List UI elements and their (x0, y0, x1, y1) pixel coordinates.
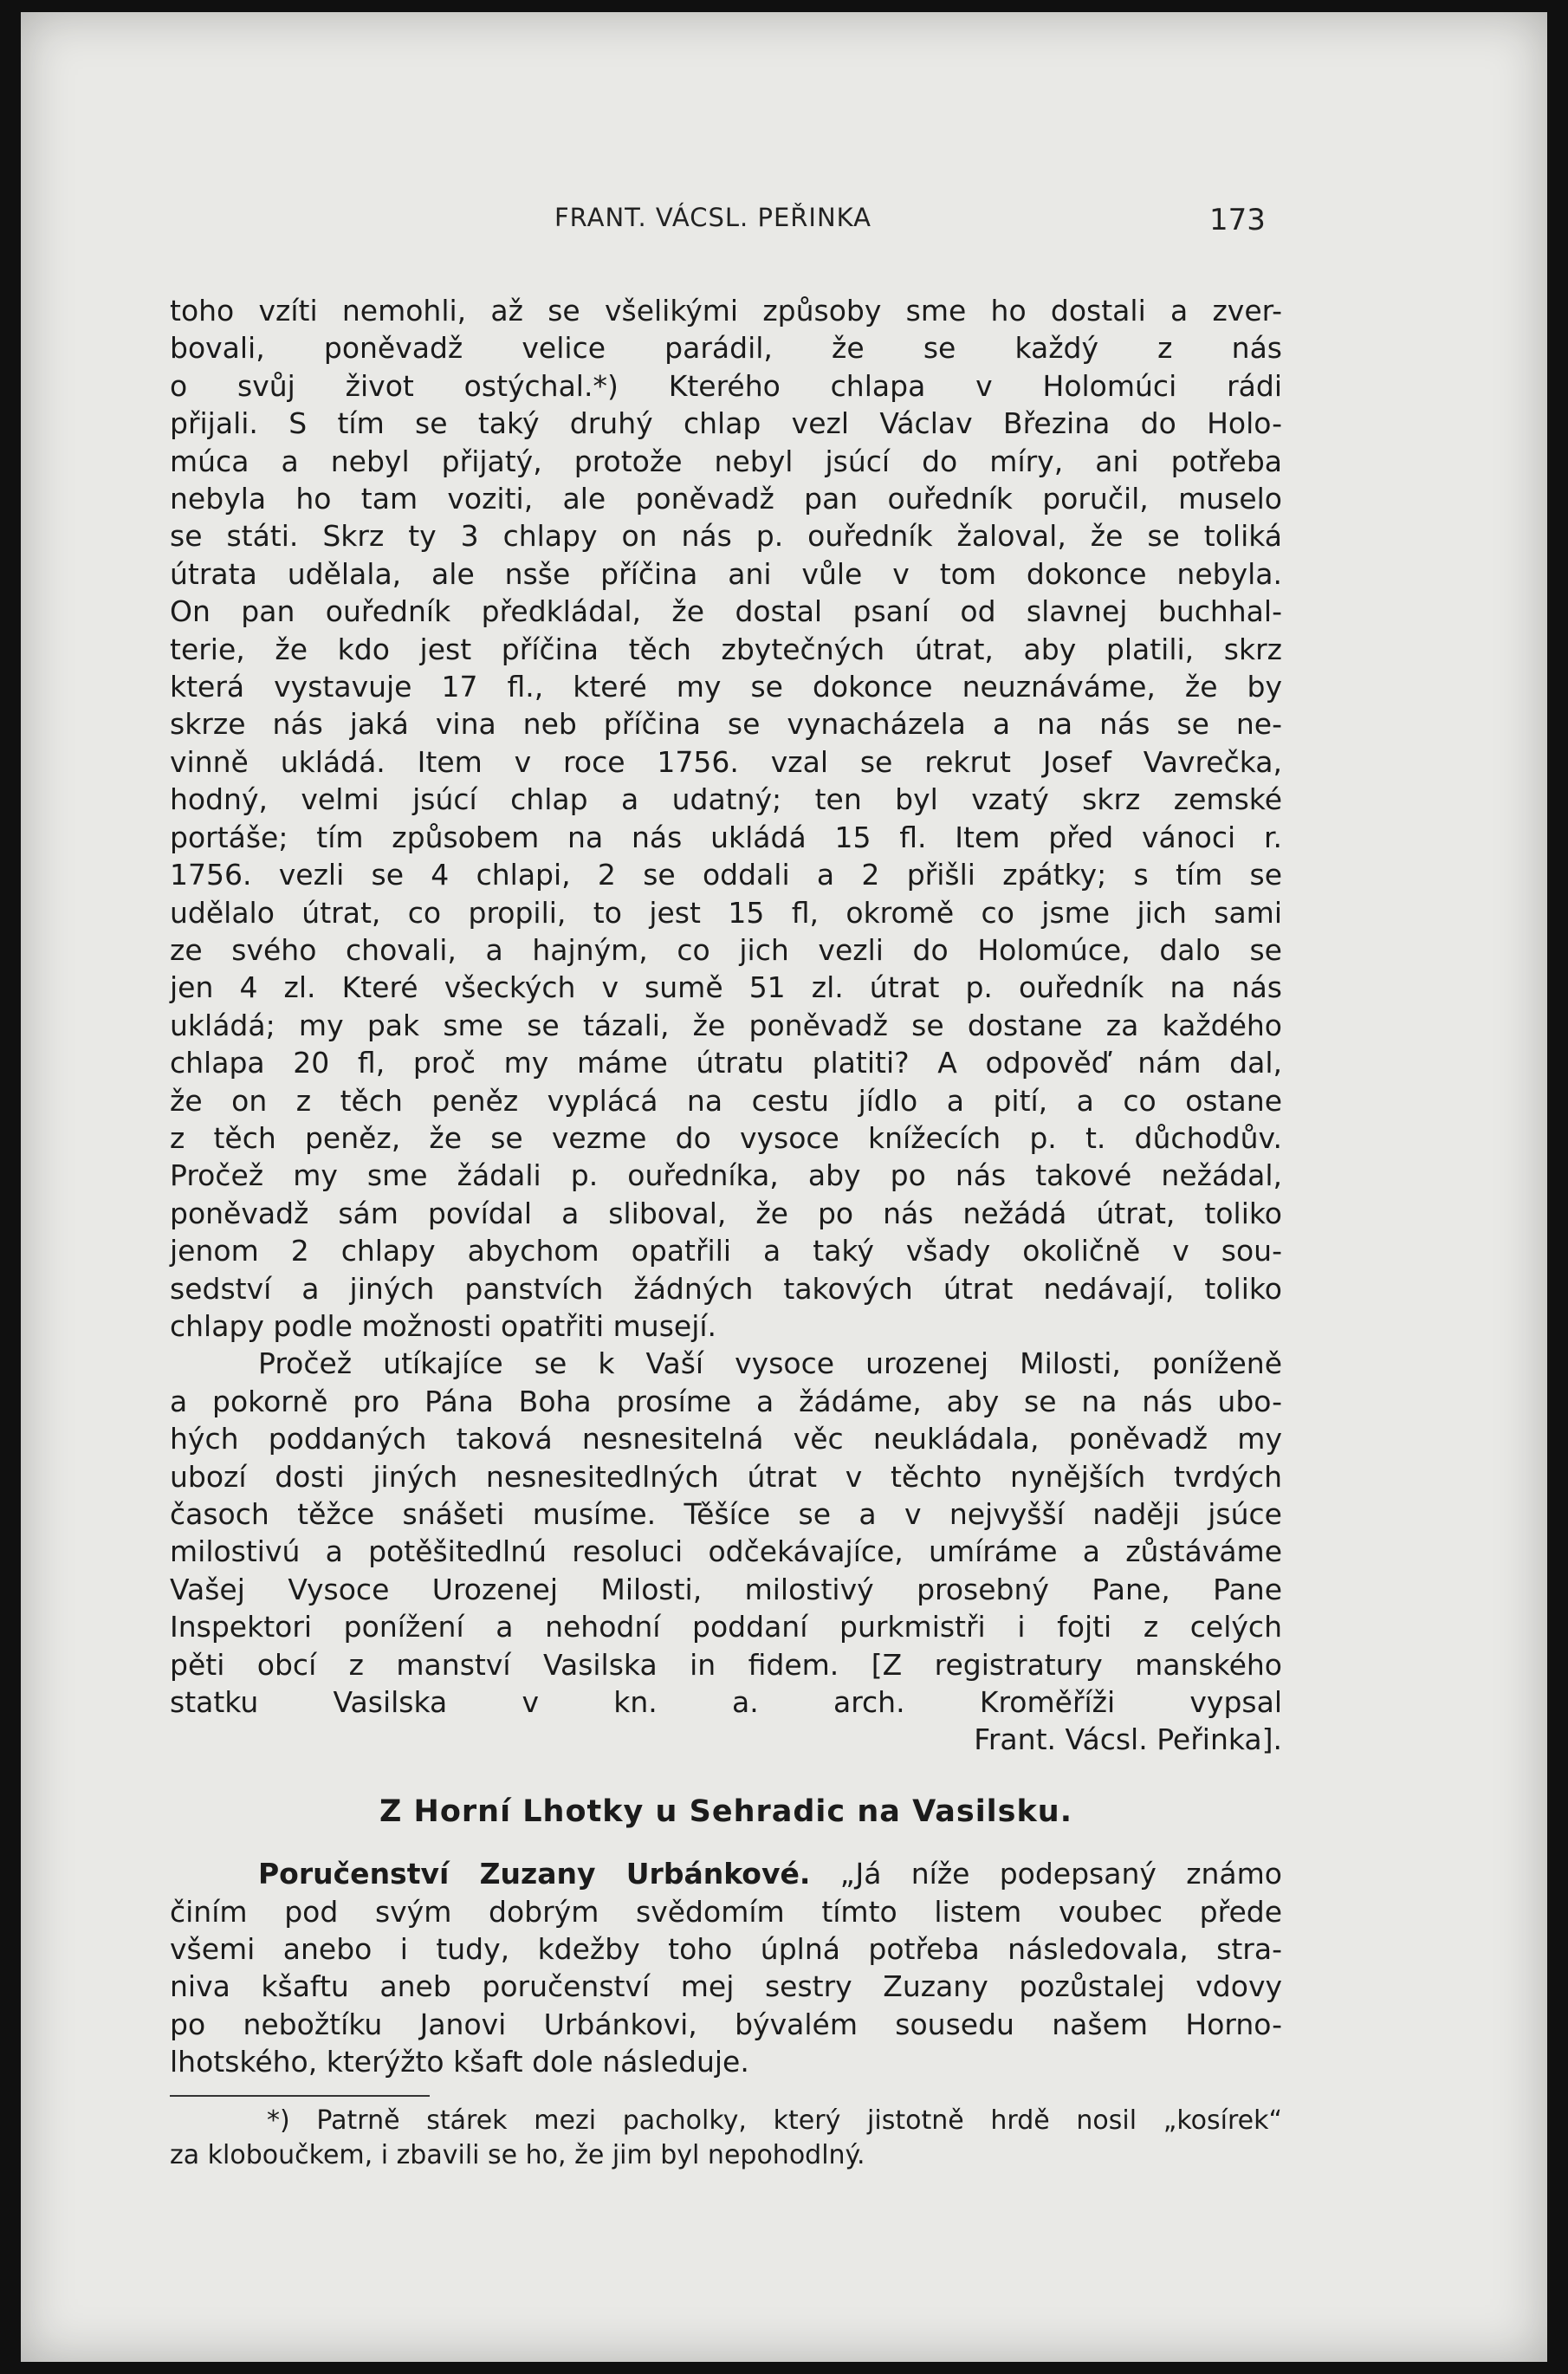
text-line: jen 4 zl. Které všeckých v sumě 51 zl. útrat p. ouředník na nás (170, 970, 1282, 1005)
page-number: 173 (1209, 203, 1266, 237)
text-line: Pročež my sme žádali p. ouředníka, aby po nás takové nežádal, (170, 1158, 1282, 1193)
section-lead: Poručenství Zuzany Urbánkové. (258, 1857, 811, 1891)
section-first-line (170, 1855, 1282, 1892)
text-line: bovali, poněvadž velice parádil, že se každý z nás (170, 331, 1282, 366)
text-line: chlapa 20 fl, proč my máme útratu platiti? A odpověď nám dal, (170, 1046, 1282, 1080)
signature-line: Frant. Vácsl. Peřinka]. (974, 1722, 1282, 1757)
body-text (170, 292, 1282, 2173)
text-line: skrze nás jaká vina neb příčina se vynacházela a na nás se ne- (170, 707, 1282, 742)
book-page (21, 12, 1547, 2362)
footnote-rule (170, 2095, 430, 2097)
text-line: portáše; tím způsobem na nás ukládá 15 fl. Item před vánoci r. (170, 820, 1282, 854)
text-line: hých poddaných taková nesnesitelná věc neukládala, poněvadž my (170, 1422, 1282, 1456)
text-line: Inspektori ponížení a nehodní poddaní purkmistři i fojti z celých (170, 1610, 1282, 1644)
text-line: přijali. S tím se taký druhý chlap vezl Václav Březina do Holo- (170, 406, 1282, 441)
text-line: o svůj život ostýchal.*) Kterého chlapa v Holomúci rádi (170, 368, 1282, 403)
text-line: útrata udělala, ale nsše příčina ani vůle v tom dokonce nebyla. (170, 556, 1282, 591)
text-line: ze svého chovali, a hajným, co jich vezli do Holomúce, dalo se (170, 932, 1282, 967)
text-line: pěti obcí z manství Vasilska in fidem. [Z registratury manského (170, 1647, 1282, 1682)
running-head (21, 203, 1547, 237)
text-line: ubozí dosti jiných nesnesitedlných útrat v těchto nynějších tvrdých (170, 1459, 1282, 1494)
text-line: terie, že kdo jest příčina těch zbytečných útrat, aby platili, skrz (170, 632, 1282, 666)
text-line: 1756. vezli se 4 chlapi, 2 se oddali a 2 přišli zpátky; s tím se (170, 858, 1282, 892)
text-line: udělalo útrat, co propili, to jest 15 fl, okromě co jsme jich sami (170, 895, 1282, 930)
text-line: hodný, velmi jsúcí chlap a udatný; ten byl vzatý skrz zemské (170, 782, 1282, 817)
text-line: múca a nebyl přijatý, protože nebyl jsúcí do míry, ani potřeba (170, 444, 1282, 478)
text-line: že on z těch peněz vyplácá na cestu jídlo a pití, a co ostane (170, 1083, 1282, 1118)
text-line: Vašej Vysoce Urozenej Milosti, milostivý prosebný Pane, Pane (170, 1572, 1282, 1606)
text-line: sedství a jiných panstvích žádných takových útrat nedávají, toliko (170, 1271, 1282, 1306)
footnote (170, 2104, 1282, 2173)
section-line: po nebožtíku Janovi Urbánkovi, bývalém sousedu našem Horno- (170, 2007, 1282, 2041)
footnote-line: za kloboučkem, i zbavili se ho, že jim byl nepohodlný. (170, 2139, 865, 2170)
text-line: On pan ouředník předkládal, že dostal psaní od slavnej buchhal- (170, 594, 1282, 629)
text-line: která vystavuje 17 fl., které my se dokonce neuznáváme, že by (170, 670, 1282, 704)
text-line: ukládá; my pak sme se tázali, že poněvadž se dostane za každého (170, 1008, 1282, 1042)
text-line: se státi. Skrz ty 3 chlapy on nás p. ouředník žaloval, že se toliká (170, 519, 1282, 554)
section-line: činím pod svým dobrým svědomím tímto listem voubec přede (170, 1894, 1282, 1929)
text-line: jenom 2 chlapy abychom opatřili a taký všady okoličně v sou- (170, 1234, 1282, 1268)
running-title: FRANT. VÁCSL. PEŘINKA (554, 203, 872, 232)
section-line: niva kšaftu aneb poručenství mej sestry Zuzany pozůstalej vdovy (170, 1969, 1282, 2004)
text-line: časoch těžce snášeti musíme. Těšíce se a v nejvyšší naději jsúce (170, 1497, 1282, 1531)
paragraph-start-line: Pročež utíkajíce se k Vaší vysoce urozenej Milosti, poníženě (258, 1346, 1282, 1381)
text-line: poněvadž sám povídal a sliboval, že po nás nežádá útrat, toliko (170, 1196, 1282, 1230)
text-line: statku Vasilska v kn. a. arch. Kroměříži vypsal (170, 1685, 1282, 1720)
text-line: toho vzíti nemohli, až se všelikými způsoby sme ho dostali a zver- (170, 294, 1282, 328)
text-line: vinně ukládá. Item v roce 1756. vzal se rekrut Josef Vavrečka, (170, 744, 1282, 779)
section-first-line-text: „Já níže podepsaný známo (839, 1857, 1282, 1891)
text-line: milostivú a potěšitedlnú resoluci odčekávajíce, umíráme a zůstáváme (170, 1534, 1282, 1569)
section-line: všemi anebo i tudy, kdežby toho úplná potřeba následovala, stra- (170, 1932, 1282, 1967)
section-title: Z Horní Lhotky u Sehradic na Vasilsku. (379, 1793, 1073, 1829)
text-line: z těch peněz, že se vezme do vysoce knížecích p. t. důchodův. (170, 1120, 1282, 1155)
footnote-line: *) Patrně stárek mezi pacholky, který jistotně hrdě nosil „kosírek“ (267, 2105, 1282, 2136)
text-line: nebyla ho tam voziti, ale poněvadž pan ouředník poručil, muselo (170, 482, 1282, 516)
section-line: lhotského, kterýžto kšaft dole následuje. (170, 2045, 749, 2079)
text-line: chlapy podle možnosti opatřiti musejí. (170, 1308, 717, 1343)
text-line: a pokorně pro Pána Boha prosíme a žádáme, aby se na nás ubo- (170, 1384, 1282, 1418)
